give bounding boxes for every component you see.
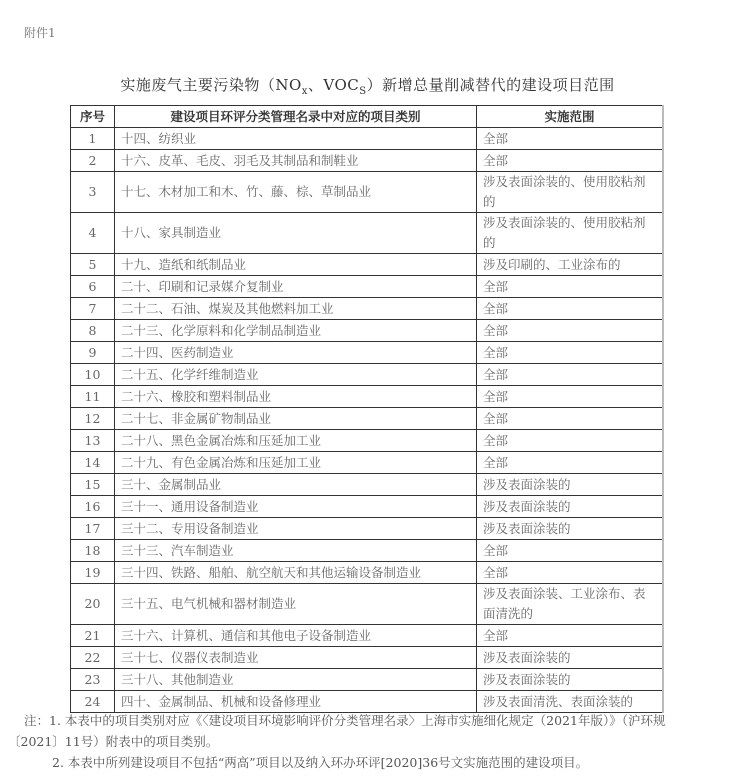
row-scope: 涉及表面涂装的 <box>476 647 663 669</box>
table-row <box>71 408 664 430</box>
row-category: 二十五、化学纤维制造业 <box>114 364 476 386</box>
note-2: 2. 本表中所列建设项目不包括“两高”项目以及纳入环办环评[2020]36号文实施范围的建设项目。 <box>52 755 589 770</box>
table-row <box>71 128 664 150</box>
row-category: 三十一、通用设备制造业 <box>114 496 476 518</box>
table-row <box>71 298 664 320</box>
row-index: 2 <box>71 150 115 172</box>
table-row <box>71 150 664 172</box>
title-subscript-x: x <box>301 86 308 97</box>
row-scope: 涉及表面涂装的 <box>476 518 663 540</box>
row-category: 三十四、铁路、船舶、航空航天和其他运输设备制造业 <box>114 562 476 584</box>
table-row <box>71 386 664 408</box>
row-index: 10 <box>71 364 115 386</box>
row-index: 15 <box>71 474 115 496</box>
row-scope: 全部 <box>476 540 663 562</box>
table-row <box>71 254 664 276</box>
row-scope: 涉及印刷的、工业涂布的 <box>476 254 663 276</box>
row-index: 18 <box>71 540 115 562</box>
row-scope: 涉及表面涂装的 <box>476 669 663 691</box>
title-subscript-s: S <box>359 86 367 97</box>
row-index: 21 <box>71 625 115 647</box>
row-category: 二十四、医药制造业 <box>114 342 476 364</box>
row-scope: 涉及表面涂装的 <box>476 496 663 518</box>
note-1-line-1: 注：1. 本表中的项目类别对应《〈建设项目环境影响评价分类管理名录〉上海市实施细化规定（2021年版）》（沪环规 <box>24 713 666 728</box>
row-scope: 涉及表面涂装的、使用胶粘剂的 <box>476 172 663 213</box>
table-row <box>71 584 664 625</box>
row-category: 三十七、仪器仪表制造业 <box>114 647 476 669</box>
row-index: 12 <box>71 408 115 430</box>
row-category: 二十七、非金属矿物制品业 <box>114 408 476 430</box>
row-index: 22 <box>71 647 115 669</box>
row-index: 16 <box>71 496 115 518</box>
header-index: 序号 <box>71 106 115 128</box>
table-row <box>71 430 664 452</box>
row-index: 20 <box>71 584 115 625</box>
row-category: 二十九、有色金属冶炼和压延加工业 <box>114 452 476 474</box>
title-separator: 、VOC <box>307 76 360 94</box>
row-index: 14 <box>71 452 115 474</box>
row-scope: 全部 <box>476 386 663 408</box>
table-row <box>71 562 664 584</box>
title-suffix: ）新增总量削减替代的建设项目范围 <box>366 76 615 94</box>
row-scope: 全部 <box>476 408 663 430</box>
table-row <box>71 669 664 691</box>
table-row <box>71 452 664 474</box>
table-row <box>71 213 664 254</box>
row-index: 6 <box>71 276 115 298</box>
row-scope: 涉及表面清洗、表面涂装的 <box>476 691 663 713</box>
row-scope: 全部 <box>476 625 663 647</box>
row-category: 三十六、计算机、通信和其他电子设备制造业 <box>114 625 476 647</box>
attachment-label: 附件1 <box>24 26 56 40</box>
row-scope: 全部 <box>476 276 663 298</box>
row-category: 十八、家具制造业 <box>114 213 476 254</box>
row-category: 二十、印刷和记录媒介复制业 <box>114 276 476 298</box>
row-category: 二十三、化学原料和化学制品制造业 <box>114 320 476 342</box>
table-row <box>71 540 664 562</box>
table-body <box>71 128 664 713</box>
row-category: 三十二、专用设备制造业 <box>114 518 476 540</box>
row-scope: 全部 <box>476 562 663 584</box>
row-index: 17 <box>71 518 115 540</box>
table-header-row <box>71 106 664 128</box>
table-row <box>71 364 664 386</box>
row-index: 9 <box>71 342 115 364</box>
table-row <box>71 474 664 496</box>
row-category: 二十八、黑色金属冶炼和压延加工业 <box>114 430 476 452</box>
row-category: 十四、纺织业 <box>114 128 476 150</box>
row-index: 11 <box>71 386 115 408</box>
note-1-line-2: 〔2021〕11号）附表中的项目类别。 <box>8 734 219 749</box>
notes-section <box>0 710 735 773</box>
row-scope: 全部 <box>476 452 663 474</box>
row-category: 二十二、石油、煤炭及其他燃料加工业 <box>114 298 476 320</box>
row-category: 三十八、其他制造业 <box>114 669 476 691</box>
row-index: 24 <box>71 691 115 713</box>
row-scope: 全部 <box>476 342 663 364</box>
row-scope: 全部 <box>476 320 663 342</box>
header-category: 建设项目环评分类管理名录中对应的项目类别 <box>114 106 476 128</box>
header-scope: 实施范围 <box>476 106 663 128</box>
row-scope: 全部 <box>476 128 663 150</box>
row-index: 3 <box>71 172 115 213</box>
table-row <box>71 625 664 647</box>
row-category: 十九、造纸和纸制品业 <box>114 254 476 276</box>
row-scope: 涉及表面涂装的 <box>476 474 663 496</box>
row-index: 1 <box>71 128 115 150</box>
row-index: 19 <box>71 562 115 584</box>
row-scope: 全部 <box>476 364 663 386</box>
project-scope-table <box>70 105 664 713</box>
table-row <box>71 496 664 518</box>
row-index: 7 <box>71 298 115 320</box>
row-index: 4 <box>71 213 115 254</box>
row-category: 三十五、电气机械和器材制造业 <box>114 584 476 625</box>
row-index: 8 <box>71 320 115 342</box>
row-index: 5 <box>71 254 115 276</box>
row-scope: 涉及表面涂装的、使用胶粘剂的 <box>476 213 663 254</box>
table-row <box>71 342 664 364</box>
row-scope: 全部 <box>476 298 663 320</box>
row-scope: 全部 <box>476 430 663 452</box>
title-prefix: 实施废气主要污染物（NO <box>120 76 302 94</box>
table-row <box>71 518 664 540</box>
document-title <box>0 74 735 97</box>
row-index: 13 <box>71 430 115 452</box>
row-category: 四十、金属制品、机械和设备修理业 <box>114 691 476 713</box>
row-category: 三十、金属制品业 <box>114 474 476 496</box>
table-row <box>71 276 664 298</box>
table-row <box>71 647 664 669</box>
table-row <box>71 172 664 213</box>
row-category: 十六、皮革、毛皮、羽毛及其制品和制鞋业 <box>114 150 476 172</box>
row-category: 二十六、橡胶和塑料制品业 <box>114 386 476 408</box>
row-scope: 全部 <box>476 150 663 172</box>
table-row <box>71 320 664 342</box>
row-scope: 涉及表面涂装、工业涂布、表面清洗的 <box>476 584 663 625</box>
row-index: 23 <box>71 669 115 691</box>
row-category: 三十三、汽车制造业 <box>114 540 476 562</box>
row-category: 十七、木材加工和木、竹、藤、棕、草制品业 <box>114 172 476 213</box>
